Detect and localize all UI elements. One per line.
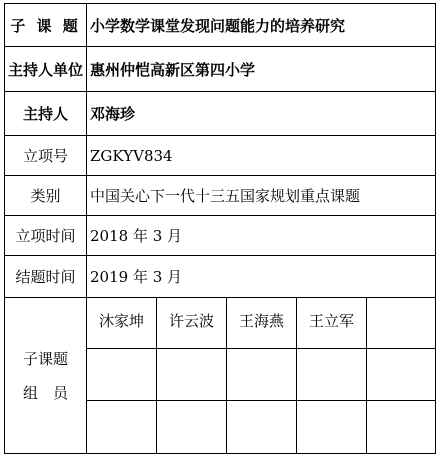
row-host — [5, 92, 436, 136]
member-cell-empty — [87, 400, 157, 453]
member-name-5 — [367, 298, 436, 349]
host-unit-label: 主持人单位 — [5, 47, 87, 92]
project-info-table — [4, 3, 436, 454]
project-no-label: 立项号 — [5, 136, 87, 176]
row-project-no — [5, 136, 436, 176]
row-members-names — [5, 298, 436, 349]
member-name-4: 王立军 — [297, 298, 367, 349]
row-host-unit — [5, 47, 436, 92]
member-cell-empty — [297, 400, 367, 453]
category-label: 类别 — [5, 176, 87, 216]
member-name-2: 许云波 — [157, 298, 227, 349]
row-end-time — [5, 256, 436, 298]
member-cell-empty — [87, 349, 157, 400]
start-time-label: 立项时间 — [5, 216, 87, 256]
members-label-line1: 子课题 — [22, 349, 68, 368]
start-time-value: 2018 年 3 月 — [87, 216, 436, 256]
member-cell-empty — [227, 400, 297, 453]
member-name-3: 王海燕 — [227, 298, 297, 349]
host-value: 邓海珍 — [87, 92, 436, 136]
member-cell-empty — [297, 349, 367, 400]
member-cell-empty — [227, 349, 297, 400]
member-cell-empty — [157, 349, 227, 400]
row-category — [5, 176, 436, 216]
member-name-1: 沐家坤 — [87, 298, 157, 349]
member-cell-empty — [367, 349, 436, 400]
end-time-value: 2019 年 3 月 — [87, 256, 436, 298]
host-unit-value: 惠州仲恺高新区第四小学 — [87, 47, 436, 92]
project-no-value: ZGKYV834 — [87, 136, 436, 176]
subject-value: 小学数学课堂发现问题能力的培养研究 — [87, 4, 436, 47]
members-label-line2: 组 员 — [22, 383, 68, 402]
members-label — [5, 298, 87, 454]
member-cell-empty — [157, 400, 227, 453]
row-subject — [5, 4, 436, 47]
subject-label: 子 课 题 — [5, 4, 87, 47]
end-time-label: 结题时间 — [5, 256, 87, 298]
host-label: 主持人 — [5, 92, 87, 136]
member-cell-empty — [367, 400, 436, 453]
row-start-time — [5, 216, 436, 256]
category-value: 中国关心下一代十三五国家规划重点课题 — [87, 176, 436, 216]
